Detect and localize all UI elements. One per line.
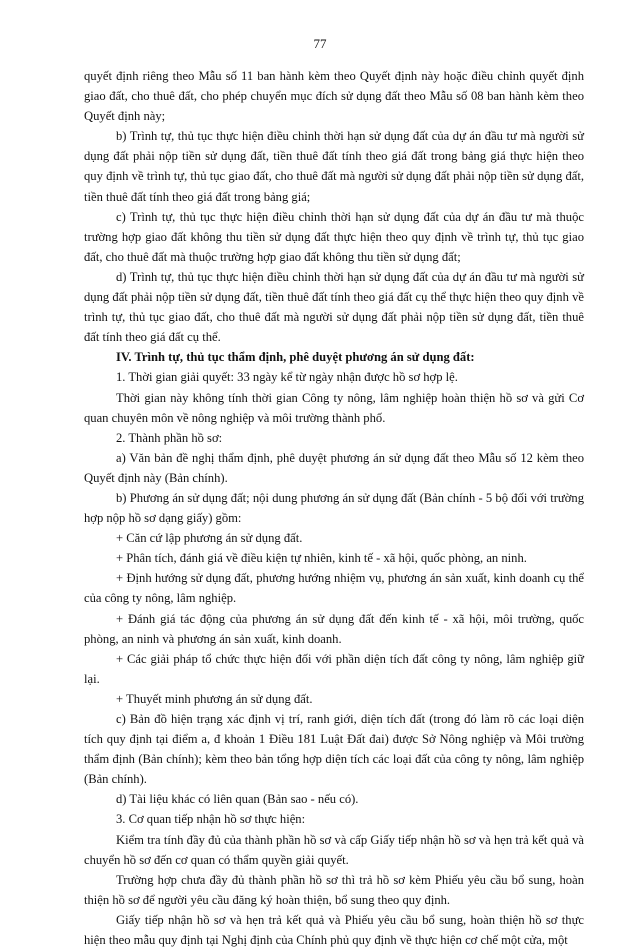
paragraph: + Các giải pháp tổ chức thực hiện đối với phần diện tích đất công ty nông, lâm nghiệp giữ lại.	[84, 651, 584, 686]
paragraph: Kiểm tra tính đầy đủ của thành phần hồ sơ và cấp Giấy tiếp nhận hồ sơ và hẹn trả kết quả và chuyển hồ sơ đến cơ quan có thẩm quyền giải quyết.	[84, 832, 584, 867]
paragraph: d) Trình tự, thủ tục thực hiện điều chỉnh thời hạn sử dụng đất của dự án đầu tư mà người sử dụng đất phải nộp tiền sử dụng đất, tiền thuê đất tính theo giá đất cụ thể thực hiện theo quy định về trình tự, thủ tục giao đất, cho thuê đất mà người sử dụng đất phải nộp tiền sử dụng đất, tiền thuê đất tính theo giá đất cụ thể.	[84, 269, 584, 345]
paragraph: b) Trình tự, thủ tục thực hiện điều chỉnh thời hạn sử dụng đất của dự án đầu tư mà người sử dụng đất phải nộp tiền sử dụng đất, tiền thuê đất tính theo giá đất trong bảng giá thực hiện theo quy định về trình tự, thủ tục giao đất, cho thuê đất mà người sử dụng đất phải nộp tiền sử dụng đất, tiền thuê đất tính theo giá đất trong bảng giá;	[84, 129, 584, 204]
paragraph: d) Tài liệu khác có liên quan (Bản sao - nếu có).	[116, 792, 359, 807]
section-heading: IV. Trình tự, thủ tục thẩm định, phê duyệt phương án sử dụng đất:	[116, 350, 475, 365]
paragraph: Giấy tiếp nhận hồ sơ và hẹn trả kết quả và Phiếu yêu cầu bổ sung, hoàn thiện hồ sơ thực hiện theo mẫu quy định tại Nghị định của Chính phủ quy định về thực hiện cơ chế một cửa, một	[84, 912, 584, 948]
paragraph: quyết định riêng theo Mẫu số 11 ban hành kèm theo Quyết định này hoặc điều chỉnh quyết định giao đất, cho thuê đất, cho phép chuyển mục đích sử dụng đất theo Mẫu số 08 ban hành kèm theo Quyết định này;	[84, 69, 584, 124]
paragraph: c) Bản đồ hiện trạng xác định vị trí, ranh giới, diện tích đất (trong đó làm rõ các loại diện tích quy định tại điểm a, đ khoản 1 Điều 181 Luật Đất đai) được Sở Nông nghiệp và Môi trường thẩm định (Bản chính); kèm theo bản tổng hợp diện tích các loại đất của công ty nông, lâm nghiệp (Bản chính).	[84, 712, 584, 787]
paragraph: 1. Thời gian giải quyết: 33 ngày kể từ ngày nhận được hồ sơ hợp lệ.	[116, 370, 458, 385]
paragraph: Trường hợp chưa đầy đủ thành phần hồ sơ thì trả hồ sơ kèm Phiếu yêu cầu bổ sung, hoàn thiện hồ sơ để người yêu cầu đăng ký hoàn thiện, bổ sung theo quy định.	[84, 872, 584, 907]
paragraph: Thời gian này không tính thời gian Công ty nông, lâm nghiệp hoàn thiện hồ sơ và gửi Cơ quan chuyên môn về nông nghiệp và môi trường thành phố.	[84, 390, 584, 425]
document-body	[84, 66, 584, 950]
paragraph: b) Phương án sử dụng đất; nội dung phương án sử dụng đất (Bản chính - 5 bộ đối với trường hợp nộp hồ sơ dạng giấy) gồm:	[84, 490, 584, 526]
paragraph: + Phân tích, đánh giá về điều kiện tự nhiên, kinh tế - xã hội, quốc phòng, an ninh.	[116, 551, 527, 566]
paragraph: a) Văn bản đề nghị thẩm định, phê duyệt phương án sử dụng đất theo Mẫu số 12 kèm theo Quyết định này (Bản chính).	[84, 450, 584, 485]
paragraph: + Thuyết minh phương án sử dụng đất.	[116, 691, 313, 706]
paragraph: 3. Cơ quan tiếp nhận hồ sơ thực hiện:	[116, 812, 306, 827]
paragraph: 2. Thành phần hồ sơ:	[116, 430, 223, 445]
paragraph: + Đánh giá tác động của phương án sử dụng đất đến kinh tế - xã hội, môi trường, quốc phòng, an ninh và phương án sản xuất, kinh doanh.	[84, 611, 584, 646]
paragraph: + Định hướng sử dụng đất, phương hướng nhiệm vụ, phương án sản xuất, kinh doanh cụ thể của công ty nông, lâm nghiệp.	[84, 571, 584, 606]
paragraph: + Căn cứ lập phương án sử dụng đất.	[116, 531, 303, 546]
page-number: 77	[313, 36, 327, 51]
paragraph: c) Trình tự, thủ tục thực hiện điều chỉnh thời hạn sử dụng đất của dự án đầu tư mà thuộc trường hợp giao đất không thu tiền sử dụng đất thực hiện theo quy định về trình tự, thủ tục giao đất, cho thuê đất mà thuộc trường hợp giao đất không thu tiền sử dụng đất;	[84, 209, 584, 264]
